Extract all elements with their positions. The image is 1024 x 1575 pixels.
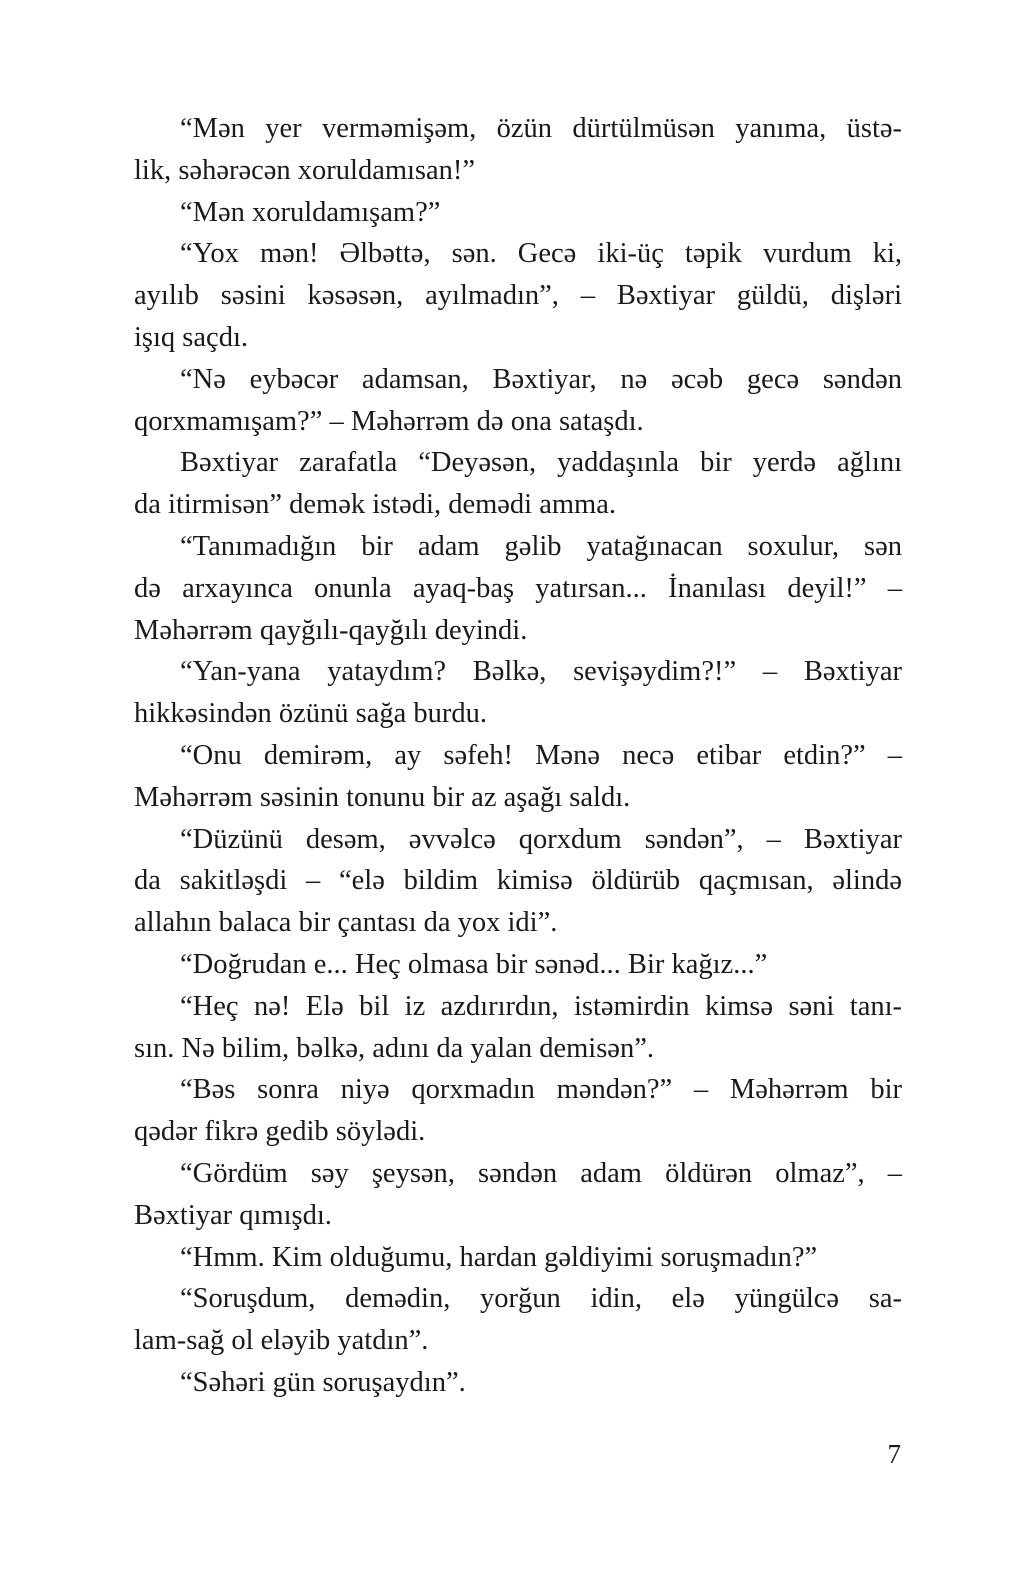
text-line: Bəxtiyar zarafatla “Deyəsən, yaddaşınla bir yerdə ağlını xyxy=(180,447,902,479)
text-line: Məhərrəm qayğılı-qayğılı deyindi. xyxy=(134,614,528,646)
text-line: “Səhəri gün soruşaydın”. xyxy=(180,1366,466,1398)
text-line: qədər fikrə gedib söylədi. xyxy=(134,1116,426,1148)
text-line: “Yox mən! Əlbəttə, sən. Gecə iki-üç təpik vurdum ki, xyxy=(180,238,902,270)
text-line: “Yan-yana yataydım? Bəlkə, sevişəydim?!” – Bəxtiyar xyxy=(180,656,902,688)
text-line: “Tanımadığın bir adam gəlib yatağınacan soxulur, sən xyxy=(180,530,902,562)
text-line: “Nə eybəcər adamsan, Bəxtiyar, nə əcəb gecə səndən xyxy=(180,363,902,395)
page-number: 7 xyxy=(887,1439,901,1469)
text-line: lam-sağ ol eləyib yatdın”. xyxy=(134,1325,429,1357)
text-line: hikkəsindən özünü sağa burdu. xyxy=(134,698,488,730)
text-line: Bəxtiyar qımışdı. xyxy=(134,1199,332,1231)
text-line: “Doğrudan e... Heç olmasa bir sənəd... Bir kağız...” xyxy=(180,948,768,980)
text-line: “Gördüm səy şeysən, səndən adam öldürən olmaz”, – xyxy=(180,1157,902,1189)
text-line: qorxmamışam?” – Məhərrəm də ona sataşdı. xyxy=(134,405,644,437)
text-line: də arxayınca onunla ayaq-baş yatırsan... İnanılası deyil!” – xyxy=(134,572,902,604)
text-line: lik, səhərəcən xoruldamısan!” xyxy=(134,154,476,186)
text-line: sın. Nə bilim, bəlkə, adını da yalan demisən”. xyxy=(134,1032,654,1064)
text-line: “Düzünü desəm, əvvəlcə qorxdum səndən”, – Bəxtiyar xyxy=(180,823,902,855)
text-line: allahın balaca bir çantası da yox idi”. xyxy=(134,907,558,939)
text-line: işıq saçdı. xyxy=(134,321,248,353)
text-line: “Hmm. Kim olduğumu, hardan gəldiyimi soruşmadın?” xyxy=(180,1241,818,1273)
text-line: da sakitləşdi – “elə bildim kimisə öldürüb qaçmısan, əlində xyxy=(134,865,902,897)
text-line: Məhərrəm səsinin tonunu bir az aşağı saldı. xyxy=(134,781,631,813)
text-line: da itirmisən” demək istədi, demədi amma. xyxy=(134,489,616,521)
text-line: “Onu demirəm, ay səfeh! Mənə necə etibar etdin?” – xyxy=(180,739,902,771)
text-line: “Mən xoruldamışam?” xyxy=(180,196,441,228)
body-text xyxy=(134,108,902,1404)
text-line: “Heç nə! Elə bil iz azdırırdın, istəmirdin kimsə səni tanı- xyxy=(180,990,902,1022)
text-line: “Mən yer verməmişəm, özün dürtülmüsən yanıma, üstə- xyxy=(180,113,902,144)
text-line: “Soruşdum, demədin, yorğun idin, elə yüngülcə sa- xyxy=(180,1283,902,1315)
text-line: ayılıb səsini kəsəsən, ayılmadın”, – Bəxtiyar güldü, dişləri xyxy=(134,280,902,312)
text-line: “Bəs sonra niyə qorxmadın məndən?” – Məhərrəm bir xyxy=(180,1074,902,1106)
